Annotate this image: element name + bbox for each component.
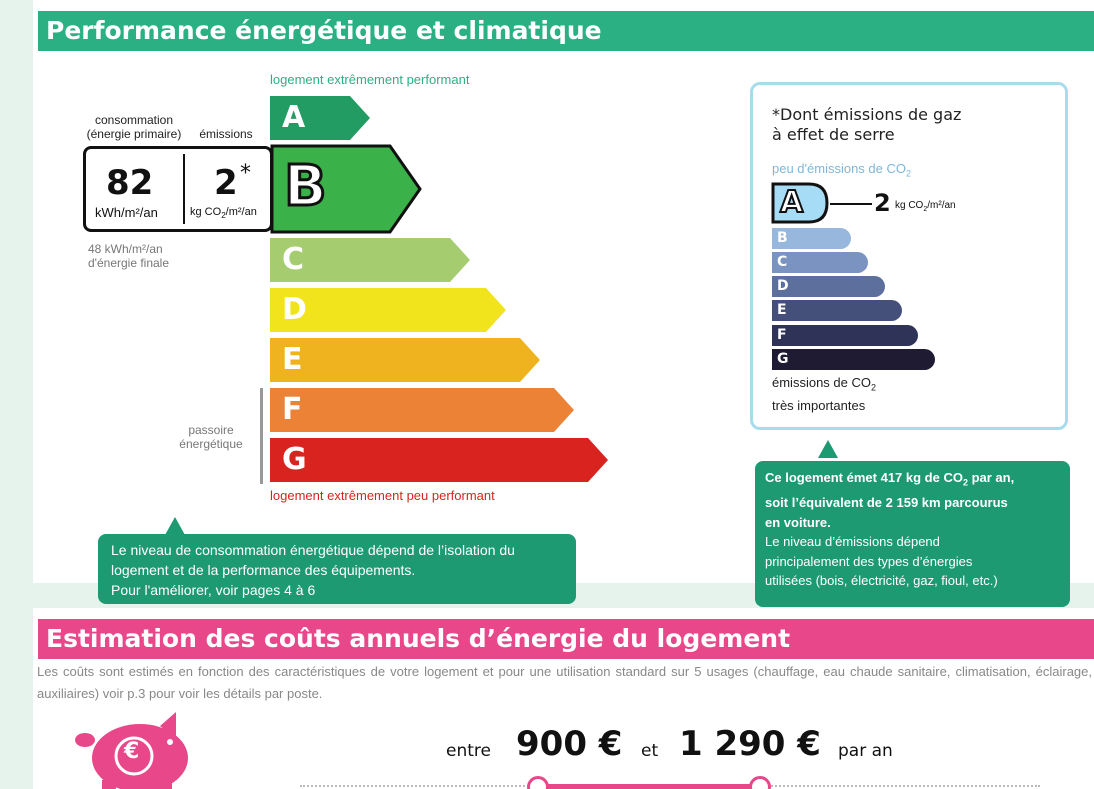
co2-bottom-line1-pre: émissions de CO bbox=[772, 375, 871, 390]
final-energy-line1: 48 kWh/m²/an bbox=[88, 242, 163, 256]
co2-class-b-bar: B bbox=[772, 228, 851, 249]
passoire-bracket bbox=[260, 388, 263, 484]
class-c-letter: C bbox=[282, 242, 305, 277]
piggy-euro-symbol: € bbox=[124, 739, 140, 764]
final-energy-note bbox=[88, 242, 169, 270]
cost-description: Les coûts sont estimés en fonction des caractéristiques de votre logement et pour une utilisation standard sur 5 usages (chauffage, eau chaude sanitaire, climatisation, éclairage, auxiliaires) voir p.3 pour voir les détails par poste. bbox=[37, 664, 1092, 701]
consumption-label-text: consommation bbox=[94, 113, 174, 127]
co2-top-label-pre: peu d'émissions de CO bbox=[772, 161, 906, 176]
emissions-unit bbox=[190, 206, 257, 220]
co2-bubble-pointer bbox=[818, 440, 838, 458]
emissions-label: émissions bbox=[199, 127, 253, 141]
co2-bubble-line1-pre: Ce logement émet 417 kg de CO bbox=[765, 470, 963, 485]
consumption-value: 82 bbox=[106, 163, 154, 203]
emissions-unit-pre: kg CO bbox=[190, 206, 222, 218]
class-d-letter: D bbox=[282, 292, 307, 327]
co2-title-line1: *Dont émissions de gaz bbox=[772, 105, 962, 124]
co2-bubble-line3: en voiture. bbox=[765, 514, 831, 530]
co2-bottom-line1-sub: 2 bbox=[870, 382, 876, 393]
co2-bubble-line2: soit l’équivalent de 2 159 km parcourus bbox=[765, 495, 1008, 511]
energy-bubble-line3: Pour l'améliorer, voir pages 4 à 6 bbox=[111, 582, 316, 598]
co2-panel-title bbox=[772, 105, 961, 145]
co2-bubble-line1-post: par an, bbox=[967, 470, 1015, 485]
co2-bubble-line1-sub: 2 bbox=[962, 477, 968, 488]
class-a-letter: A bbox=[282, 100, 306, 135]
cost-between-word: entre bbox=[446, 741, 491, 761]
co2-value: 2 bbox=[874, 189, 891, 217]
energy-bubble-pointer bbox=[165, 517, 185, 535]
emissions-unit-post: /m²/an bbox=[225, 206, 257, 218]
energy-section-title: Performance énergétique et climatique bbox=[38, 11, 1094, 51]
value-divider bbox=[183, 154, 185, 224]
consumption-sublabel-text: (énergie primaire) bbox=[86, 127, 182, 141]
co2-class-f-bar: F bbox=[772, 325, 918, 346]
co2-bubble-line5: principalement des types d’énergies bbox=[765, 553, 973, 569]
co2-value-connector bbox=[830, 203, 872, 205]
co2-unit-pre: kg CO bbox=[895, 200, 924, 211]
top-performance-label: logement extrêmement performant bbox=[270, 72, 470, 87]
final-energy-line2: d'énergie finale bbox=[88, 256, 170, 270]
passoire-line1: passoire bbox=[188, 423, 234, 437]
co2-unit-post: /m²/an bbox=[927, 200, 956, 211]
emissions-asterisk: * bbox=[240, 161, 251, 186]
cost-per-year: par an bbox=[838, 741, 893, 761]
cost-and-word: et bbox=[641, 741, 659, 761]
co2-bubble-line6: utilisées (bois, électricité, gaz, fioul, etc.) bbox=[765, 573, 998, 589]
dpe-value-box bbox=[83, 146, 273, 232]
co2-title-line2: à effet de serre bbox=[772, 125, 895, 144]
energy-info-bubble bbox=[98, 534, 576, 604]
emissions-value: 2 bbox=[214, 163, 238, 203]
class-f-letter: F bbox=[282, 392, 303, 427]
co2-top-label-sub: 2 bbox=[906, 168, 912, 179]
class-f-bar bbox=[270, 388, 574, 432]
co2-info-bubble bbox=[755, 461, 1070, 607]
class-e-letter: E bbox=[282, 342, 303, 377]
passoire-label bbox=[170, 423, 252, 451]
passoire-line2: énergétique bbox=[179, 437, 243, 451]
current-class-letter: B bbox=[284, 154, 327, 219]
co2-current-class-letter: A bbox=[780, 185, 804, 220]
co2-class-e-bar: E bbox=[772, 300, 902, 321]
emissions-unit-sub: 2 bbox=[221, 211, 226, 221]
energy-bubble-line2: logement et de la performance des équipements. bbox=[111, 562, 416, 578]
co2-unit-sub: 2 bbox=[923, 206, 928, 213]
consumption-unit: kWh/m²/an bbox=[95, 205, 158, 220]
co2-bottom-label bbox=[772, 374, 876, 414]
class-g-letter: G bbox=[282, 442, 307, 477]
consumption-label bbox=[84, 113, 184, 141]
co2-class-g-bar: G bbox=[772, 349, 935, 370]
co2-top-label bbox=[772, 161, 911, 179]
co2-bubble-line4: Le niveau d’émissions dépend bbox=[765, 534, 940, 550]
cost-section-title: Estimation des coûts annuels d’énergie du logement bbox=[38, 619, 1094, 659]
cost-max-value: 1 290 € bbox=[679, 724, 821, 764]
co2-class-c-bar: C bbox=[772, 252, 868, 273]
class-g-bar bbox=[270, 438, 608, 482]
bottom-performance-label: logement extrêmement peu performant bbox=[270, 488, 495, 503]
co2-bottom-line2: très importantes bbox=[772, 397, 866, 413]
co2-bottom-line1 bbox=[772, 374, 876, 397]
class-e-bar bbox=[270, 338, 540, 382]
co2-unit bbox=[895, 200, 956, 213]
cost-range-fill bbox=[538, 784, 760, 789]
co2-bubble-line1 bbox=[765, 468, 1060, 493]
cost-min-value: 900 € bbox=[516, 724, 623, 764]
co2-class-d-bar: D bbox=[772, 276, 885, 297]
energy-bubble-line1: Le niveau de consommation énergétique dépend de l’isolation du bbox=[111, 542, 515, 558]
